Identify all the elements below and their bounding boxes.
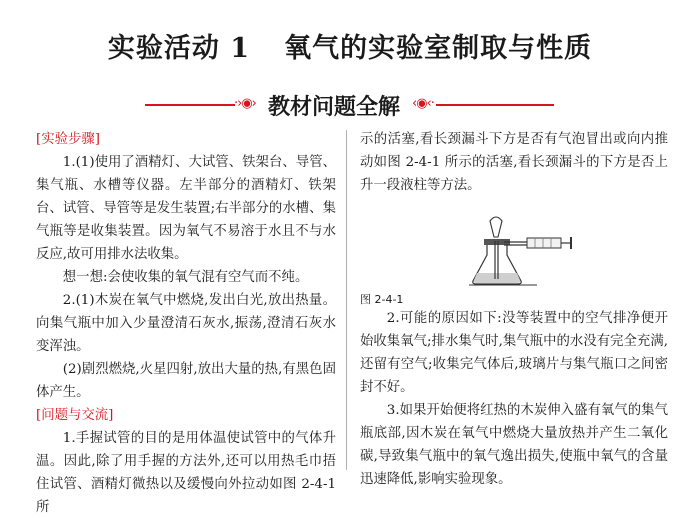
rule-decoration-left-icon: ·›◉›: [234, 96, 256, 111]
right-column: [360, 128, 668, 491]
left-column: [36, 128, 336, 519]
qa-paragraph-2: 2.可能的原因如下:没等装置中的空气排净便开始收集氧气;排水集气时,集气瓶中的水没有完全充满,还留有空气;收集完气体后,玻璃片与集气瓶口之间密封不好。: [360, 311, 668, 395]
figure-2-4-1: [360, 203, 668, 293]
steps-paragraph-1: 1.(1)使用了酒精灯、大试管、铁架台、导管、集气瓶、水槽等仪器。左半部分的酒精灯、铁架台、试管、导管等是发生装置;右半部分的水槽、集气瓶等是收集装置。因为氧气不易溶于水且不与水反应,故可用排水法收集。: [36, 155, 336, 262]
flask-syringe-apparatus-icon: [465, 203, 575, 287]
column-divider: [346, 130, 347, 470]
qa-continuation: 示的活塞,看长颈漏斗下方是否有气泡冒出或向内推动如图 2-4-1 所示的活塞,看长颈漏斗的下方是否上升一段液柱等方法。: [360, 132, 668, 193]
steps-heading: [实验步骤]: [36, 132, 101, 147]
section-rule-left: [145, 104, 235, 106]
activity-title: 氧气的实验室制取与性质: [284, 33, 593, 64]
rule-decoration-right-icon: ‹◉‹·: [412, 96, 434, 111]
page-title: [0, 26, 700, 65]
section-title: 教材问题全解: [268, 95, 401, 120]
qa-paragraph-3: 3.如果开始便将红热的木炭伸入盛有氧气的集气瓶底部,因木炭在氧气中燃烧大量放热并产生二氧化碳,导致集气瓶中的氧气逸出损失,使瓶中氧气的含量迅速降低,影响实验现象。: [360, 403, 668, 487]
section-header: [0, 90, 700, 120]
qa-heading: [问题与交流]: [36, 408, 114, 423]
section-rule-right: [436, 104, 554, 106]
activity-label: 实验活动 1: [107, 33, 251, 64]
think-line: 想一想:会使收集的氧气混有空气而不纯。: [62, 270, 309, 285]
steps-paragraph-3: (2)剧烈燃烧,火星四射,放出大量的热,有黑色固体产生。: [36, 362, 336, 400]
steps-paragraph-2: 2.(1)木炭在氧气中燃烧,发出白光,放出热量。向集气瓶中加入少量澄清石灰水,振荡,澄清石灰水变浑浊。: [36, 293, 336, 354]
qa-paragraph-1: 1.手握试管的目的是用体温使试管中的气体升温。因此,除了用手握的方法外,还可以用热毛巾捂住试管、酒精灯微热以及缓慢向外拉动如图 2-4-1 所: [36, 431, 336, 515]
figure-caption: 图 2-4-1: [360, 293, 404, 306]
